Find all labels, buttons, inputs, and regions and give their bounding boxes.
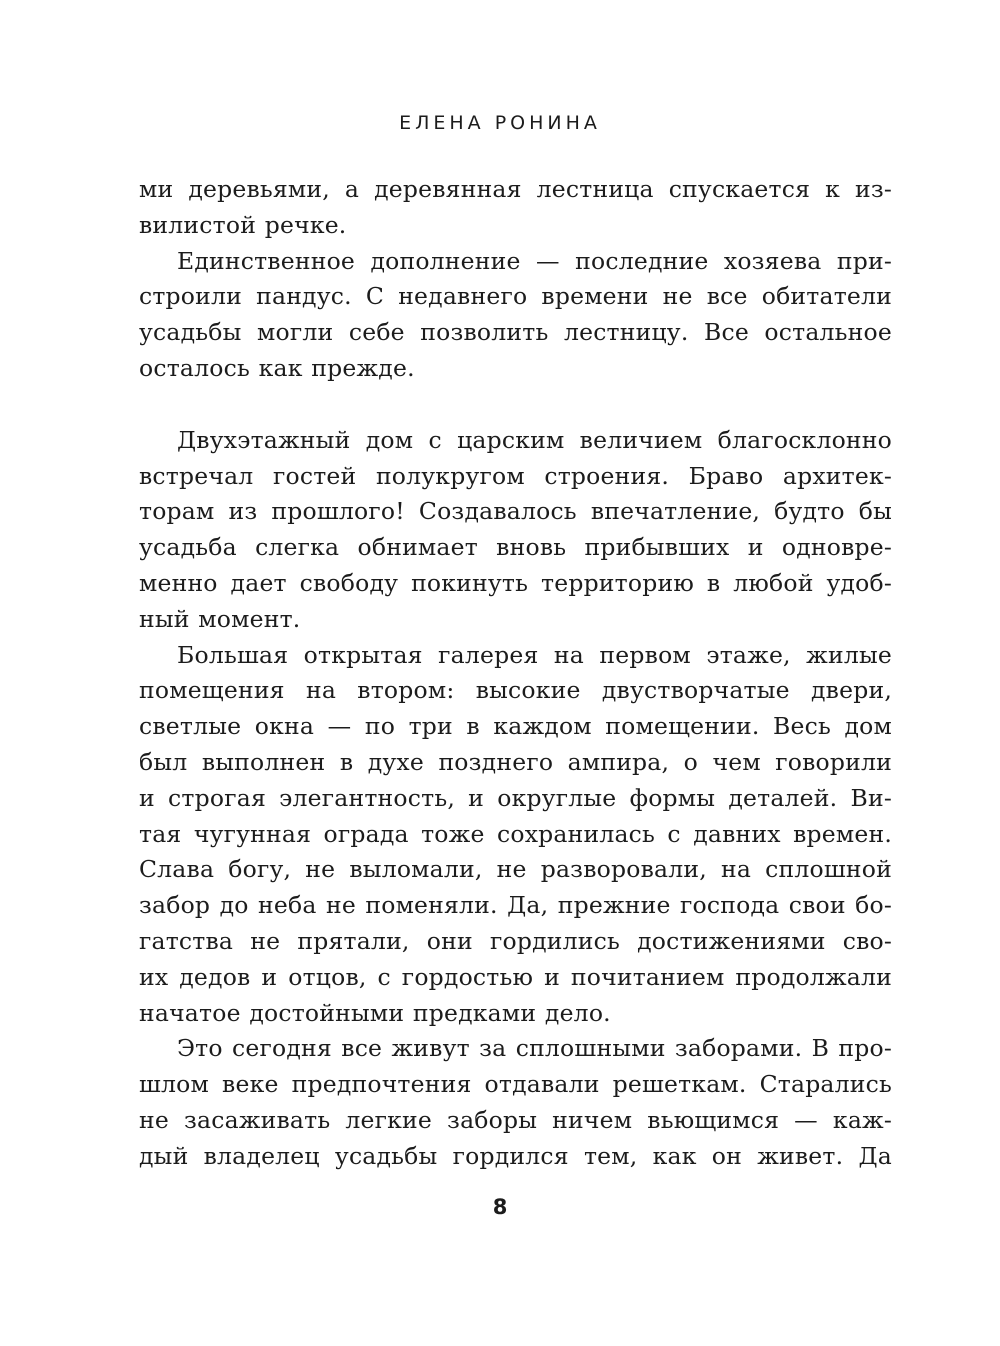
text-line: их дедов и отцов, с гордостью и почитанием продолжали: [139, 962, 892, 991]
text-line: ми деревьями, а деревянная лестница спускается к из-: [139, 175, 892, 203]
section-break: [139, 387, 892, 423]
text-line: гатства не прятали, они гордились достижениями сво-: [139, 926, 892, 955]
text-line: дый владелец усадьбы гордился тем, как он живет. Да: [139, 1141, 892, 1170]
running-head-author: ЕЛЕНА РОНИНА: [399, 112, 601, 134]
text-line: тая чугунная ограда тоже сохранилась с давних времен.: [139, 819, 892, 848]
text-line: светлые окна — по три в каждом помещении. Весь дом: [139, 712, 892, 741]
text-line: и строгая элегантность, и округлые формы деталей. Ви-: [139, 783, 892, 812]
text-line: был выполнен в духе позднего ампира, о чем говорили: [139, 747, 892, 776]
body-text: [139, 172, 892, 1175]
text-line: усадьбы могли себе позволить лестницу. Все остальное: [139, 318, 892, 347]
text-line: Большая открытая галерея на первом этаже, жилые: [177, 640, 892, 669]
text-line: Двухэтажный дом с царским величием благосклонно: [177, 425, 892, 454]
text-line: торам из прошлого! Создавалось впечатление, будто бы: [139, 497, 892, 526]
text-line: начатое достойными предками дело.: [139, 998, 611, 1027]
paragraph: [139, 423, 892, 638]
text-line: помещения на втором: высокие двустворчатые двери,: [139, 676, 892, 705]
text-line: строили пандус. С недавнего времени не все обитатели: [139, 282, 892, 311]
text-line: менно дает свободу покинуть территорию в любой удоб-: [139, 568, 892, 597]
text-line: Единственное дополнение — последние хозяева при-: [177, 246, 892, 275]
paragraph-continued: [139, 172, 892, 244]
text-line: шлом веке предпочтения отдавали решеткам. Старались: [139, 1070, 892, 1099]
text-line: осталось как прежде.: [139, 353, 415, 382]
text-line: усадьба слегка обнимает вновь прибывших и одновре-: [139, 533, 892, 562]
text-line: не засаживать легкие заборы ничем вьющимся — каж-: [139, 1105, 892, 1134]
text-line: ный момент.: [139, 604, 301, 633]
paragraph: [139, 1031, 892, 1174]
paragraph: [139, 244, 892, 387]
text-line: встречал гостей полукругом строения. Браво архитек-: [139, 461, 892, 490]
paragraph: [139, 638, 892, 1032]
text-line: Слава богу, не выломали, не разворовали, на сплошной: [139, 855, 892, 884]
text-line: вилистой речке.: [139, 210, 347, 239]
text-line: забор до неба не поменяли. Да, прежние господа свои бо-: [139, 891, 892, 920]
page-number: 8: [492, 1195, 508, 1219]
text-line: Это сегодня все живут за сплошными заборами. В про-: [177, 1034, 892, 1063]
